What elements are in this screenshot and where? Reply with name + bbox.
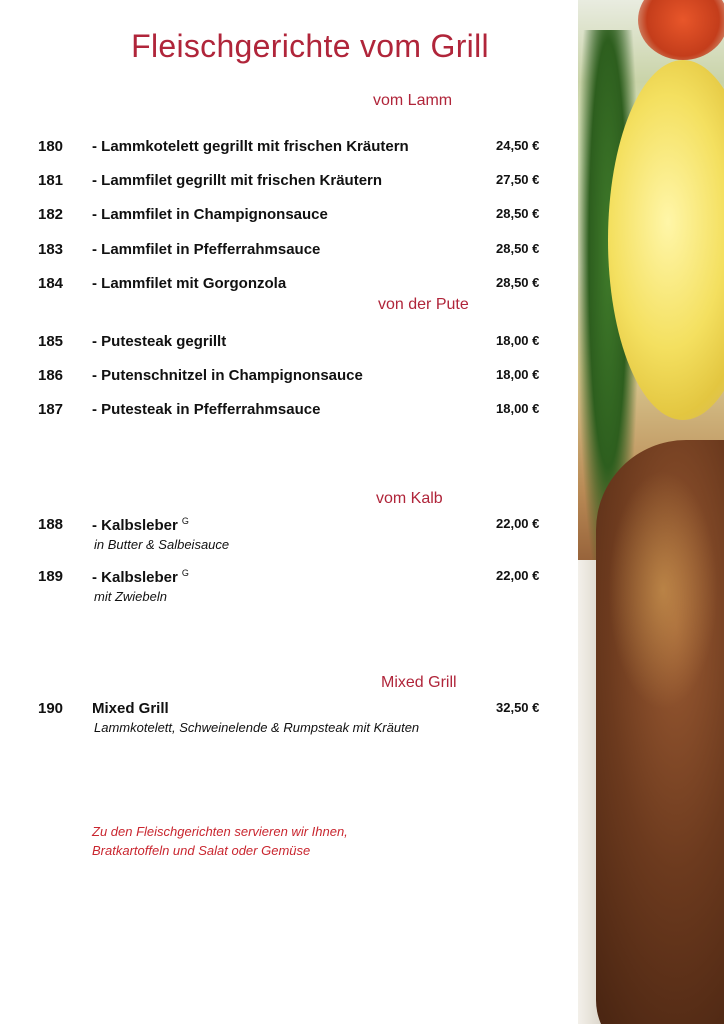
item-name-text: - Kalbsleber: [92, 517, 178, 534]
menu-item: [0, 367, 560, 391]
item-price: 18,00 €: [496, 401, 540, 416]
item-number: 188: [38, 516, 64, 533]
item-number: 182: [38, 206, 64, 223]
item-name: - Lammfilet in Champignonsauce: [92, 206, 328, 223]
side-dish-note-line: Bratkartoffeln und Salat oder Gemüse: [92, 843, 311, 858]
item-number: 187: [38, 401, 64, 418]
section-heading-pute: von der Pute: [378, 296, 469, 313]
menu-item: [0, 275, 560, 299]
tomato-shape: [638, 0, 724, 60]
item-price: 22,00 €: [496, 568, 540, 583]
item-name: - Putesteak gegrillt: [92, 333, 227, 350]
item-name: [92, 568, 189, 586]
item-number: 186: [38, 367, 64, 384]
item-number: 183: [38, 241, 64, 258]
menu-item: [0, 401, 560, 425]
section-heading-lamm: vom Lamm: [373, 92, 453, 109]
menu-item: [0, 568, 560, 604]
allergen-mark: G: [181, 516, 189, 526]
side-dish-note: [92, 822, 512, 860]
item-price: 18,00 €: [496, 367, 540, 382]
item-name: - Putenschnitzel in Champignonsauce: [92, 367, 363, 384]
glaze-shape: [608, 470, 718, 710]
menu-item: [0, 172, 560, 196]
item-price: 18,00 €: [496, 333, 540, 348]
allergen-mark: G: [181, 568, 189, 578]
item-name: Mixed Grill: [92, 700, 169, 717]
menu-item: [0, 138, 560, 162]
item-number: 181: [38, 172, 64, 189]
item-name: - Lammfilet gegrillt mit frischen Kräutern: [92, 172, 383, 189]
menu-item: [0, 241, 560, 265]
steak-photo: [578, 0, 724, 1024]
item-number: 184: [38, 275, 64, 292]
menu-item: [0, 206, 560, 230]
item-name: - Putesteak in Pfefferrahmsauce: [92, 401, 321, 418]
item-description: mit Zwiebeln: [94, 589, 167, 604]
item-number: 185: [38, 333, 64, 350]
item-name: - Lammfilet in Pfefferrahmsauce: [92, 241, 321, 258]
menu-item: [0, 333, 560, 357]
item-price: 28,50 €: [496, 275, 540, 290]
item-price: 32,50 €: [496, 700, 540, 715]
section-heading-kalb: vom Kalb: [376, 490, 443, 507]
item-price: 28,50 €: [496, 206, 540, 221]
page-title: Fleischgerichte vom Grill: [131, 28, 489, 64]
item-price: 24,50 €: [496, 138, 540, 153]
menu-item: [0, 700, 560, 735]
item-name-text: - Kalbsleber: [92, 569, 178, 586]
item-price: 22,00 €: [496, 516, 540, 531]
item-number: 180: [38, 138, 64, 155]
menu-item: [0, 516, 560, 552]
item-number: 189: [38, 568, 64, 585]
section-heading-mixed: Mixed Grill: [381, 674, 457, 691]
item-description: in Butter & Salbeisauce: [94, 537, 230, 552]
item-price: 27,50 €: [496, 172, 540, 187]
item-name: - Lammfilet mit Gorgonzola: [92, 275, 287, 292]
item-name: - Lammkotelett gegrillt mit frischen Kräutern: [92, 138, 409, 155]
side-dish-note-line: Zu den Fleischgerichten servieren wir Ihnen,: [92, 824, 348, 839]
item-description: Lammkotelett, Schweinelende & Rumpsteak mit Kräuten: [94, 720, 420, 735]
item-name: [92, 516, 189, 534]
item-price: 28,50 €: [496, 241, 540, 256]
item-number: 190: [38, 700, 64, 717]
